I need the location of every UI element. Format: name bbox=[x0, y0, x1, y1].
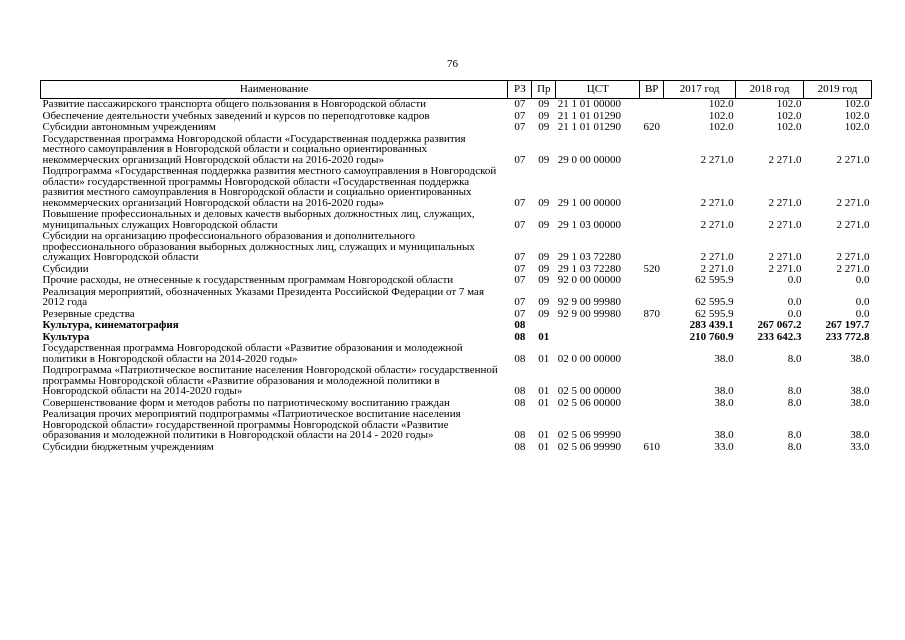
row-vr: 870 bbox=[643, 307, 660, 320]
row-2019: 38.0 bbox=[850, 396, 870, 409]
row-rz: 08 bbox=[514, 352, 526, 365]
row-name: Подпрограмма «Государственная поддержка развития местного самоуправления в Новгородской области» государственной программы Новгородской области «Государственная поддержка развития местного самоуправления в Новгородской области и социально ориентированных некоммерческих организаций Новгородской области на 2016-2020 годы» bbox=[42, 165, 497, 209]
row-cst: 21 1 01 00000 bbox=[557, 98, 622, 110]
row-2019: 2 271.0 bbox=[836, 218, 870, 231]
row-name: Развитие пассажирского транспорта общего пользования в Новгородской области bbox=[42, 98, 427, 110]
row-rz: 07 bbox=[514, 307, 526, 320]
row-2018: 2 271.0 bbox=[768, 251, 802, 263]
table-row bbox=[41, 365, 872, 398]
row-name: Реализация прочих мероприятий подпрограммы «Патриотическое воспитание населения Новгородской области» государственной программы Новгородской области «Развитие образования и молодежной политики в Новгородской области на 2014 - 2020 годы» bbox=[42, 408, 461, 441]
row-vr bbox=[640, 332, 664, 344]
row-2017: 62 595.9 bbox=[695, 274, 734, 286]
row-2018: 233 642.3 bbox=[757, 330, 802, 343]
budget-table bbox=[40, 80, 872, 453]
row-rz: 07 bbox=[514, 262, 526, 275]
row-vr bbox=[640, 320, 664, 332]
row-2018: 102.0 bbox=[776, 121, 802, 133]
row-2019: 38.0 bbox=[850, 352, 870, 365]
table-row bbox=[41, 134, 872, 167]
row-rz: 08 bbox=[514, 385, 526, 397]
row-name: Повышение профессиональных и деловых качеств выборных должностных лиц, служащих, муниципальных служащих Новгородской области bbox=[42, 208, 475, 231]
row-2017: 2 271.0 bbox=[700, 262, 734, 275]
row-2018: 2 271.0 bbox=[768, 262, 802, 275]
row-cst bbox=[556, 332, 640, 344]
table-row bbox=[41, 166, 872, 209]
row-2019: 38.0 bbox=[850, 429, 870, 441]
row-2017: 2 271.0 bbox=[700, 218, 734, 231]
row-pr: 09 bbox=[538, 262, 550, 275]
row-rz: 08 bbox=[514, 396, 526, 409]
row-pr: 01 bbox=[538, 352, 550, 365]
row-rz: 07 bbox=[514, 296, 526, 308]
row-2019: 33.0 bbox=[850, 440, 870, 453]
header-2019: 2019 год bbox=[804, 81, 872, 99]
row-2017: 283 439.1 bbox=[689, 319, 734, 331]
row-2019: 2 271.0 bbox=[836, 251, 870, 263]
row-pr: 09 bbox=[538, 196, 550, 209]
row-2018: 8.0 bbox=[787, 440, 802, 453]
table-row bbox=[41, 409, 872, 442]
row-2019: 0.0 bbox=[855, 296, 870, 308]
row-2019: 0.0 bbox=[855, 307, 870, 320]
row-rz: 07 bbox=[514, 98, 526, 110]
row-name: Государственная программа Новгородской области «Государственная поддержка развития местного самоуправления в Новгородской области и социально ориентированных некоммерческих организаций Новгородской области на 2016-2020 годы» bbox=[42, 132, 466, 166]
row-name: Прочие расходы, не отнесенные к государственным программам Новгородской области bbox=[42, 274, 454, 286]
table-row bbox=[41, 442, 872, 454]
row-2018: 102.0 bbox=[776, 109, 802, 122]
row-cst: 02 5 00 00000 bbox=[557, 385, 622, 397]
row-name: Субсидии бюджетным учреждениям bbox=[42, 440, 214, 453]
row-2018: 8.0 bbox=[787, 352, 802, 365]
row-cst: 92 9 00 99980 bbox=[557, 296, 622, 308]
row-rz: 08 bbox=[514, 319, 526, 331]
row-2018: 0.0 bbox=[787, 307, 802, 320]
row-2019: 102.0 bbox=[844, 121, 870, 133]
row-pr: 09 bbox=[538, 153, 550, 166]
row-2019: 2 271.0 bbox=[836, 153, 870, 166]
row-pr: 01 bbox=[538, 440, 550, 453]
row-2017: 62 595.9 bbox=[695, 307, 734, 320]
row-cst: 21 1 01 01290 bbox=[557, 121, 622, 133]
row-2017: 38.0 bbox=[714, 385, 734, 397]
row-rz: 08 bbox=[514, 440, 526, 453]
row-2018: 0.0 bbox=[787, 274, 802, 286]
row-rz: 07 bbox=[514, 274, 526, 286]
row-pr: 09 bbox=[538, 307, 550, 320]
header-2017: 2017 год bbox=[664, 81, 736, 99]
row-pr bbox=[532, 320, 556, 332]
row-vr bbox=[640, 99, 664, 111]
row-2017: 38.0 bbox=[714, 352, 734, 365]
table-row bbox=[41, 343, 872, 365]
row-2017: 102.0 bbox=[708, 121, 734, 133]
row-rz: 08 bbox=[514, 429, 526, 441]
row-cst: 02 5 06 00000 bbox=[557, 396, 622, 409]
row-2017: 38.0 bbox=[714, 429, 734, 441]
row-vr: 620 bbox=[643, 121, 660, 133]
row-pr: 09 bbox=[538, 218, 550, 231]
row-2018: 267 067.2 bbox=[757, 319, 802, 331]
row-vr bbox=[640, 275, 664, 287]
row-2019: 2 271.0 bbox=[836, 196, 870, 209]
table-body bbox=[41, 99, 872, 454]
row-2019: 102.0 bbox=[844, 98, 870, 110]
row-vr: 610 bbox=[643, 440, 660, 453]
row-2019: 267 197.7 bbox=[825, 319, 870, 331]
row-name: Субсидии на организацию профессионального образования и дополнительного профессионального образования выборных должностных лиц, служащих и муниципальных служащих Новгородской области bbox=[42, 230, 475, 263]
row-2017: 62 595.9 bbox=[695, 296, 734, 308]
header-cst: ЦСТ bbox=[556, 81, 640, 99]
row-2017: 210 760.9 bbox=[689, 330, 734, 343]
row-2018: 8.0 bbox=[787, 429, 802, 441]
header-name: Наименование bbox=[41, 81, 508, 99]
row-cst: 29 0 00 00000 bbox=[557, 153, 622, 166]
row-pr: 09 bbox=[538, 251, 550, 263]
row-rz: 07 bbox=[514, 109, 526, 122]
row-2019: 0.0 bbox=[855, 274, 870, 286]
row-cst: 29 1 00 00000 bbox=[557, 196, 622, 209]
row-pr: 09 bbox=[538, 98, 550, 110]
row-2018: 2 271.0 bbox=[768, 153, 802, 166]
header-pr: Пр bbox=[532, 81, 556, 99]
table-row bbox=[41, 99, 872, 111]
row-vr bbox=[640, 134, 664, 167]
row-2018: 8.0 bbox=[787, 396, 802, 409]
row-2018: 8.0 bbox=[787, 385, 802, 397]
row-vr bbox=[640, 209, 664, 231]
row-pr: 01 bbox=[538, 396, 550, 409]
row-rz: 08 bbox=[514, 330, 526, 343]
row-pr: 09 bbox=[538, 121, 550, 133]
table-row bbox=[41, 320, 872, 332]
row-vr bbox=[640, 287, 664, 309]
table-row bbox=[41, 122, 872, 134]
row-pr: 09 bbox=[538, 109, 550, 122]
row-pr: 01 bbox=[538, 429, 550, 441]
row-name: Реализация мероприятий, обозначенных Указами Президента Российской Федерации от 7 мая 2012 года bbox=[42, 285, 484, 308]
row-2017: 2 271.0 bbox=[700, 153, 734, 166]
row-2017: 102.0 bbox=[708, 109, 734, 122]
row-rz: 07 bbox=[514, 218, 526, 231]
row-vr bbox=[640, 166, 664, 209]
row-2017: 2 271.0 bbox=[700, 251, 734, 263]
row-2019: 38.0 bbox=[850, 385, 870, 397]
row-2017: 38.0 bbox=[714, 396, 734, 409]
row-2019: 102.0 bbox=[844, 109, 870, 122]
table-row bbox=[41, 209, 872, 231]
row-name: Совершенствование форм и методов работы по патриотическому воспитанию граждан bbox=[42, 396, 450, 409]
row-pr: 09 bbox=[538, 296, 550, 308]
row-cst: 02 5 06 99990 bbox=[557, 429, 622, 441]
row-rz: 07 bbox=[514, 153, 526, 166]
row-2018: 2 271.0 bbox=[768, 218, 802, 231]
header-vr: ВР bbox=[640, 81, 664, 99]
row-pr: 09 bbox=[538, 274, 550, 286]
row-cst: 29 1 03 72280 bbox=[557, 251, 622, 263]
row-2018: 2 271.0 bbox=[768, 196, 802, 209]
row-vr bbox=[640, 409, 664, 442]
row-cst: 92 0 00 00000 bbox=[557, 274, 622, 286]
row-name: Резервные средства bbox=[42, 307, 135, 320]
row-name: Государственная программа Новгородской области «Развитие образования и молодежной политики в Новгородской области на 2014-2020 годы» bbox=[42, 342, 463, 365]
row-name: Подпрограмма «Патриотическое воспитание населения Новгородской области» государственной программы Новгородской области «Развитие образования и молодежной политики в Новгородской области на 2014-2020 годы» bbox=[42, 364, 498, 397]
row-vr bbox=[640, 231, 664, 264]
table-header bbox=[41, 81, 872, 99]
row-cst: 92 9 00 99980 bbox=[557, 307, 622, 320]
row-vr bbox=[640, 398, 664, 410]
row-2018: 0.0 bbox=[787, 296, 802, 308]
row-name: Субсидии bbox=[42, 262, 89, 275]
page-number: 76 bbox=[447, 58, 458, 70]
row-2017: 102.0 bbox=[708, 98, 734, 110]
row-rz: 07 bbox=[514, 251, 526, 263]
row-2018: 102.0 bbox=[776, 98, 802, 110]
row-cst: 21 1 01 01290 bbox=[557, 109, 622, 122]
row-2017: 2 271.0 bbox=[700, 196, 734, 209]
row-name: Культура, кинематография bbox=[42, 319, 179, 331]
table-row bbox=[41, 231, 872, 264]
row-pr: 01 bbox=[538, 385, 550, 397]
row-2019: 233 772.8 bbox=[825, 330, 870, 343]
row-2017: 33.0 bbox=[714, 440, 734, 453]
row-2019: 2 271.0 bbox=[836, 262, 870, 275]
row-cst: 02 0 00 00000 bbox=[557, 352, 622, 365]
row-rz: 07 bbox=[514, 196, 526, 209]
header-rz: РЗ bbox=[508, 81, 532, 99]
table-row bbox=[41, 287, 872, 309]
row-cst: 29 1 03 00000 bbox=[557, 218, 622, 231]
row-vr: 520 bbox=[643, 262, 660, 275]
row-rz: 07 bbox=[514, 121, 526, 133]
row-pr: 01 bbox=[538, 330, 550, 343]
row-vr bbox=[640, 365, 664, 398]
header-2018: 2018 год bbox=[736, 81, 804, 99]
row-cst: 02 5 06 99990 bbox=[557, 440, 622, 453]
row-vr bbox=[640, 343, 664, 365]
row-cst bbox=[556, 320, 640, 332]
row-name: Культура bbox=[42, 330, 90, 343]
row-cst: 29 1 03 72280 bbox=[557, 262, 622, 275]
table-row bbox=[41, 275, 872, 287]
row-name: Субсидии автономным учреждениям bbox=[42, 121, 216, 133]
row-name: Обеспечение деятельности учебных заведений и курсов по переподготовке кадров bbox=[42, 109, 430, 122]
